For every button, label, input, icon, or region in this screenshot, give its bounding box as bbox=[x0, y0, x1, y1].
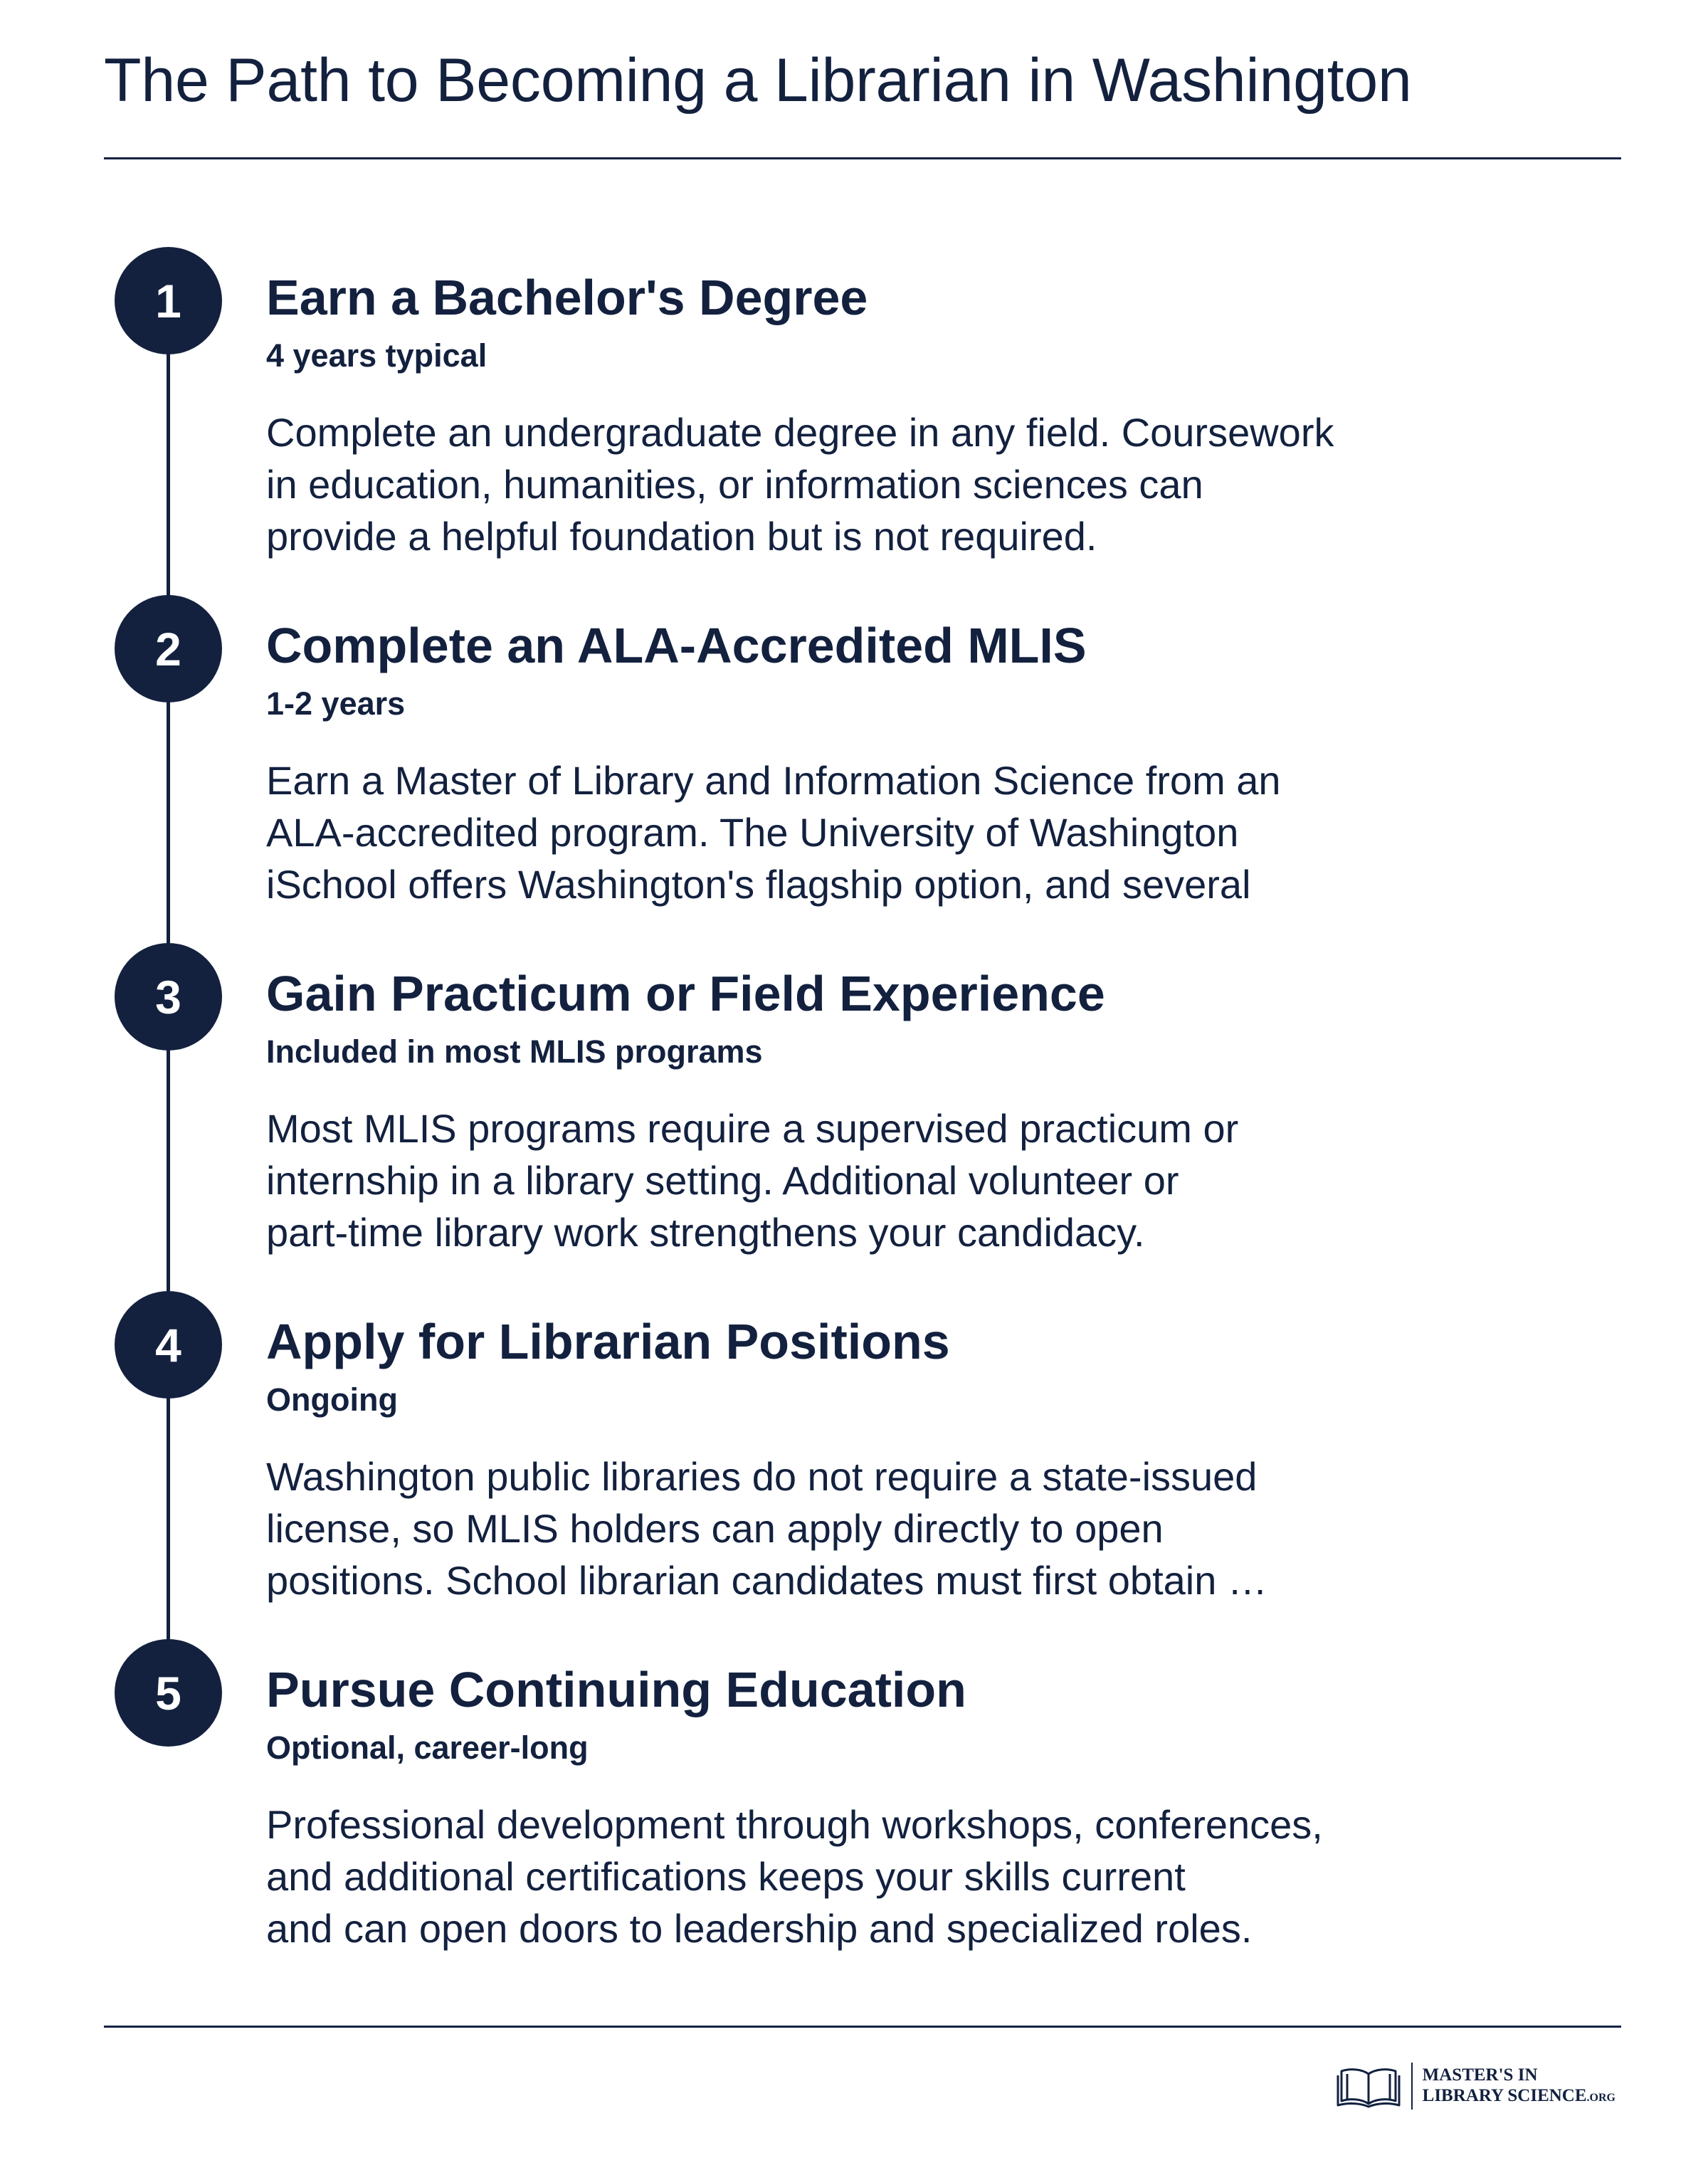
step-2-number-badge: 2 bbox=[115, 595, 222, 702]
step-4-description-line: Washington public libraries do not require a state-issued bbox=[266, 1453, 1258, 1499]
step-4-description-line: positions. School librarian candidates must first obtain … bbox=[266, 1557, 1267, 1603]
step-5-duration: Optional, career-long bbox=[266, 1729, 589, 1766]
step-2 bbox=[266, 617, 1419, 910]
step-3-description-line: internship in a library setting. Additional volunteer or bbox=[266, 1157, 1179, 1203]
step-4-title: Apply for Librarian Positions bbox=[266, 1314, 950, 1369]
step-3-description bbox=[266, 1102, 1419, 1258]
step-2-description bbox=[266, 754, 1419, 910]
step-5-description-line: and can open doors to leadership and specialized roles. bbox=[266, 1905, 1253, 1951]
step-4-description bbox=[266, 1450, 1419, 1606]
step-1-number-badge: 1 bbox=[115, 247, 222, 354]
step-1-duration: 4 years typical bbox=[266, 337, 487, 374]
step-3-description-line: Most MLIS programs require a supervised practicum or bbox=[266, 1105, 1239, 1151]
step-2-description-line: Earn a Master of Library and Information Science from an bbox=[266, 757, 1281, 803]
step-1-title: Earn a Bachelor's Degree bbox=[266, 270, 868, 325]
logo-line-2: LIBRARY SCIENCE bbox=[1422, 2085, 1587, 2105]
step-3-duration: Included in most MLIS programs bbox=[266, 1033, 763, 1070]
step-5-description-line: and additional certifications keeps your skills current bbox=[266, 1853, 1186, 1899]
logo-suffix: .ORG bbox=[1586, 2091, 1615, 2104]
step-4-description-line: license, so MLIS holders can apply directly to open bbox=[266, 1505, 1164, 1551]
open-book-icon bbox=[1336, 2064, 1401, 2108]
step-5-description bbox=[266, 1799, 1419, 1954]
header-divider bbox=[104, 157, 1621, 159]
step-2-title: Complete an ALA-Accredited MLIS bbox=[266, 618, 1087, 673]
step-1 bbox=[266, 269, 1419, 562]
step-3-number-badge: 3 bbox=[115, 943, 222, 1050]
step-5-description-line: Professional development through workshops, conferences, bbox=[266, 1801, 1323, 1847]
step-1-description bbox=[266, 406, 1419, 562]
step-1-description-line: provide a helpful foundation but is not required. bbox=[266, 513, 1097, 559]
step-3 bbox=[266, 965, 1419, 1258]
step-5 bbox=[266, 1661, 1419, 1954]
logo-wordmark bbox=[1423, 2065, 1615, 2108]
step-5-title: Pursue Continuing Education bbox=[266, 1662, 966, 1717]
step-1-description-line: in education, humanities, or information sciences can bbox=[266, 461, 1203, 507]
step-1-description-line: Complete an undergraduate degree in any field. Coursework bbox=[266, 409, 1334, 455]
step-2-description-line: iSchool offers Washington's flagship option, and several bbox=[266, 861, 1251, 907]
step-2-duration: 1-2 years bbox=[266, 685, 406, 722]
step-3-description-line: part-time library work strengthens your candidacy. bbox=[266, 1209, 1145, 1255]
step-2-description-line: ALA-accredited program. The University of Washington bbox=[266, 809, 1239, 855]
step-4-number-badge: 4 bbox=[115, 1291, 222, 1399]
site-logo bbox=[1336, 2063, 1615, 2110]
logo-line-1: MASTER'S IN bbox=[1422, 2065, 1538, 2085]
page-title: The Path to Becoming a Librarian in Washington bbox=[104, 46, 1412, 115]
footer-divider bbox=[104, 2026, 1621, 2028]
step-5-number-badge: 5 bbox=[115, 1639, 222, 1747]
logo-divider bbox=[1411, 2063, 1413, 2110]
step-3-title: Gain Practicum or Field Experience bbox=[266, 966, 1105, 1021]
step-4 bbox=[266, 1313, 1419, 1606]
step-4-duration: Ongoing bbox=[266, 1381, 398, 1418]
